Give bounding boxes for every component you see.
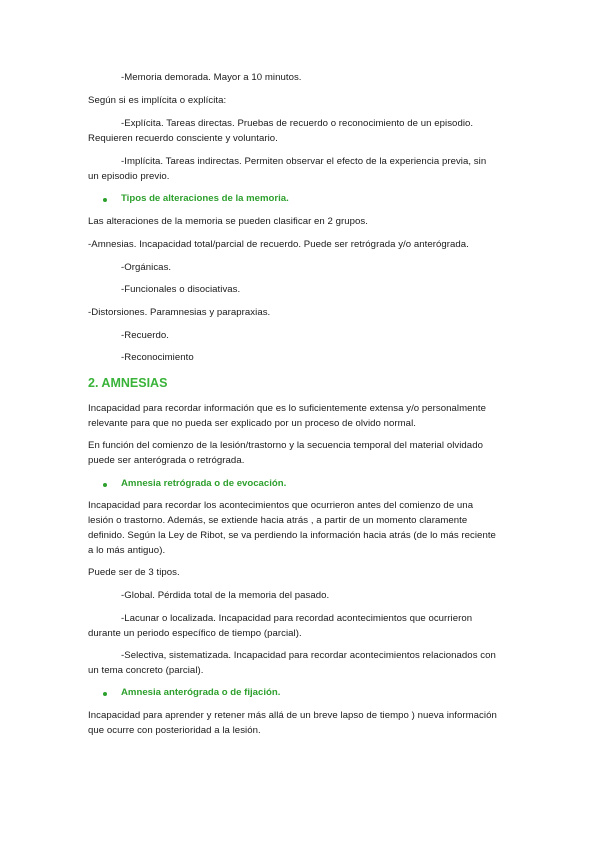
text-line: -Reconocimiento	[121, 352, 194, 363]
text-line: durante un periodo específico de tiempo (parcial).	[88, 628, 302, 639]
text-line: -Distorsiones. Paramnesias y parapraxias.	[88, 307, 271, 318]
text-line: -Recuerdo.	[121, 330, 169, 341]
text-line: -Global. Pérdida total de la memoria del pasado.	[121, 590, 330, 601]
text-line: -Implícita. Tareas indirectas. Permiten observar el efecto de la experiencia previa, sin	[121, 156, 487, 167]
text-line: definido. Según la Ley de Ribot, se va perdiendo la información hacia atrás (de lo más reciente	[88, 530, 496, 541]
bullet-heading: Amnesia anterógrada o de fijación.	[121, 687, 281, 698]
bullet-dot-icon	[103, 692, 107, 696]
text-line: Según si es implícita o explícita:	[88, 95, 227, 106]
text-line: -Selectiva, sistematizada. Incapacidad para recordar acontecimientos relacionados con	[121, 650, 496, 661]
text-line: que ocurre con posterioridad a la lesión.	[88, 725, 261, 736]
text-line: relevante para que no pueda ser explicado por un proceso de olvido normal.	[88, 418, 416, 429]
text-line: puede ser anterógrada o retrógrada.	[88, 455, 245, 466]
text-line: a lo más antiguo).	[88, 545, 166, 556]
text-line: -Explícita. Tareas directas. Pruebas de recuerdo o reconocimiento de un episodio.	[121, 118, 474, 129]
bullet-heading: Amnesia retrógrada o de evocación.	[121, 478, 287, 489]
bullet-dot-icon	[103, 198, 107, 202]
text-line: Las alteraciones de la memoria se pueden clasificar en 2 grupos.	[88, 216, 368, 227]
text-line: Puede ser de 3 tipos.	[88, 567, 180, 578]
text-line: -Lacunar o localizada. Incapacidad para recordad acontecimientos que ocurrieron	[121, 613, 473, 624]
text-line: Requieren recuerdo consciente y voluntario.	[88, 133, 278, 144]
text-line: -Memoria demorada. Mayor a 10 minutos.	[121, 72, 302, 83]
text-line: Incapacidad para aprender y retener más allá de un breve lapso de tiempo ) nueva información	[88, 710, 497, 721]
text-line: En función del comienzo de la lesión/trastorno y la secuencia temporal del material olvidado	[88, 440, 483, 451]
bullet-heading: Tipos de alteraciones de la memoria.	[121, 193, 289, 204]
text-line: un tema concreto (parcial).	[88, 665, 204, 676]
text-line: un episodio previo.	[88, 171, 170, 182]
text-line: -Funcionales o disociativas.	[121, 284, 241, 295]
section-heading: 2. AMNESIAS	[88, 376, 168, 390]
text-line: -Amnesias. Incapacidad total/parcial de recuerdo. Puede ser retrógrada y/o anterógrada.	[88, 239, 469, 250]
text-line: Incapacidad para recordar los acontecimientos que ocurrieron antes del comienzo de una	[88, 500, 474, 511]
text-line: -Orgánicas.	[121, 262, 172, 273]
text-line: Incapacidad para recordar información que es lo suficientemente extensa y/o personalmente	[88, 403, 487, 414]
bullet-dot-icon	[103, 483, 107, 487]
text-line: lesión o trastorno. Además, se extiende hacia atrás , a partir de un momento claramente	[88, 515, 468, 526]
